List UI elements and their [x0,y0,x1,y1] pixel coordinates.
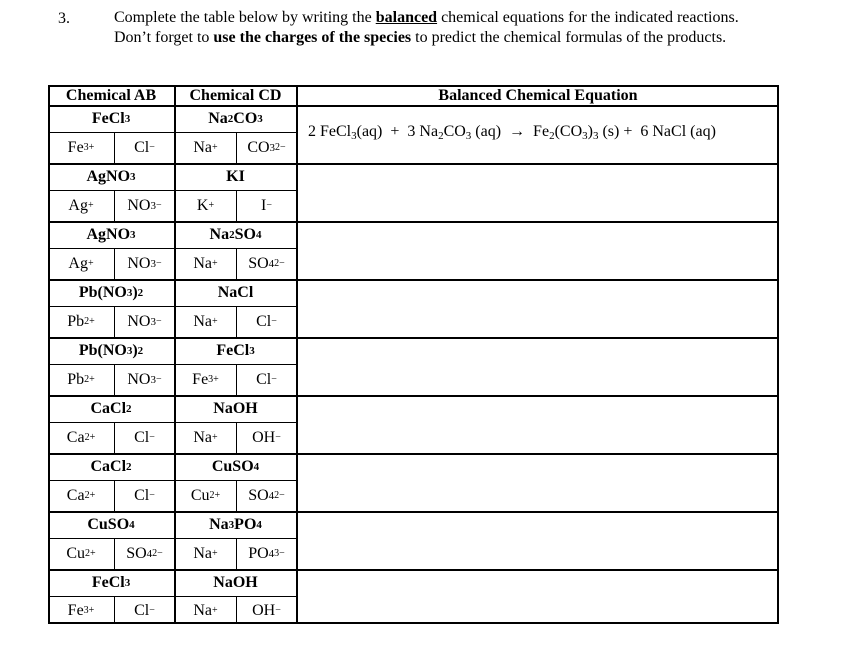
row-9-cd-cation: Na + [193,601,218,619]
row-4-cd-formula: NaCl [217,284,254,301]
row-3-ab-formula: AgNO 3 [86,226,136,243]
row-3-ab-anion: NO 3 − [127,255,162,272]
header-chemical-ab: Chemical AB [65,86,157,104]
row-7-equation-answer[interactable] [298,455,777,511]
row-7-ab-anion: Cl − [134,487,155,504]
row-1-ab-formula: FeCl 3 [91,110,131,127]
row-7-cd-formula: CuSO 4 [211,458,260,475]
row-2-cd-cation: K + [196,197,215,214]
row-2-ab-formula: AgNO 3 [86,168,136,185]
row-9-equation-answer[interactable] [298,571,777,622]
row-5-cd-formula: FeCl 3 [216,342,255,359]
row-4-cd-anion: Cl − [256,313,277,330]
row-9-cd-anion: OH − [252,601,281,619]
row-7-ab-formula: CaCl 2 [90,458,132,475]
row-1-ab-anion: Cl − [134,139,155,156]
row-9-ab-cation: Fe 3+ [67,601,95,619]
row-8-equation-answer[interactable] [298,513,777,569]
row-8-ab-anion: SO 4 2− [126,545,163,562]
row-2-cd-formula: KI [226,168,245,185]
row-7-cd-anion: SO 4 2− [248,487,285,504]
row-3-cd-anion: SO 4 2− [248,255,285,272]
row-6-ab-anion: Cl − [134,429,155,446]
row-4-equation-answer[interactable] [298,281,777,337]
row-3-cd-cation: Na + [193,255,218,272]
row-5-equation-answer[interactable] [298,339,777,395]
row-3-cd-formula: Na 2 SO 4 [209,226,262,243]
row-4-ab-anion: NO 3 − [127,313,162,330]
row-7-cd-cation: Cu 2+ [190,487,221,504]
row-5-ab-cation: Pb 2+ [67,371,95,388]
row-1-cd-formula: Na 2 CO 3 [208,110,263,127]
row-4-ab-formula: Pb(NO 3 ) 2 [78,284,144,301]
row-3-equation-answer[interactable] [298,223,777,279]
row-1-cd-cation: Na + [193,139,218,156]
header-balanced-equation: Balanced Chemical Equation [438,86,638,104]
row-9-cd-formula: NaOH [213,574,258,591]
row-5-cd-anion: Cl − [256,371,277,388]
row-8-cd-anion: PO 4 3− [248,545,285,562]
row-4-ab-cation: Pb 2+ [67,313,95,330]
question-number: 3. [58,10,70,27]
row-3-ab-cation: Ag + [68,255,94,272]
row-6-ab-cation: Ca 2+ [66,429,96,446]
row-6-cd-cation: Na + [193,429,218,446]
question-instructions: Complete the table below by writing the balanced chemical equations for the indicated reactions. Don’t forget to use the charges of the species to predict the chemical formulas of the products. [114,9,739,46]
row-8-cd-formula: Na 3 PO 4 [209,516,262,533]
row-1-equation: 2 FeCl$_3$(aq) + 3 $Na_2CO_3$ $(aq) \to Fe_2(CO_3)_3$ (s) + 6 NaCl (aq) [308,123,716,142]
row-2-equation-answer[interactable] [298,165,777,221]
row-5-ab-anion: NO 3 − [127,371,162,388]
row-5-cd-cation: Fe 3+ [192,371,219,388]
row-2-ab-anion: NO 3 − [127,197,162,214]
row-9-ab-anion: Cl − [134,601,155,619]
header-chemical-cd: Chemical CD [189,86,282,104]
row-9-ab-formula: FeCl 3 [91,574,131,591]
row-1-ab-cation: Fe 3+ [67,139,95,156]
row-8-ab-cation: Cu 2+ [66,545,96,562]
row-6-cd-formula: NaOH [213,400,258,417]
row-6-cd-anion: OH − [252,429,281,446]
row-5-ab-formula: Pb(NO 3 ) 2 [78,342,144,359]
row-2-cd-anion: I − [261,197,272,214]
row-6-equation-answer[interactable] [298,397,777,453]
row-7-ab-cation: Ca 2+ [66,487,96,504]
row-4-cd-cation: Na + [193,313,218,330]
reactions-table [48,85,779,624]
row-8-cd-cation: Na + [193,545,218,562]
row-6-ab-formula: CaCl 2 [90,400,132,417]
row-1-cd-anion: CO 3 2− [247,139,286,156]
row-2-ab-cation: Ag + [68,197,94,214]
row-8-ab-formula: CuSO 4 [87,516,135,533]
